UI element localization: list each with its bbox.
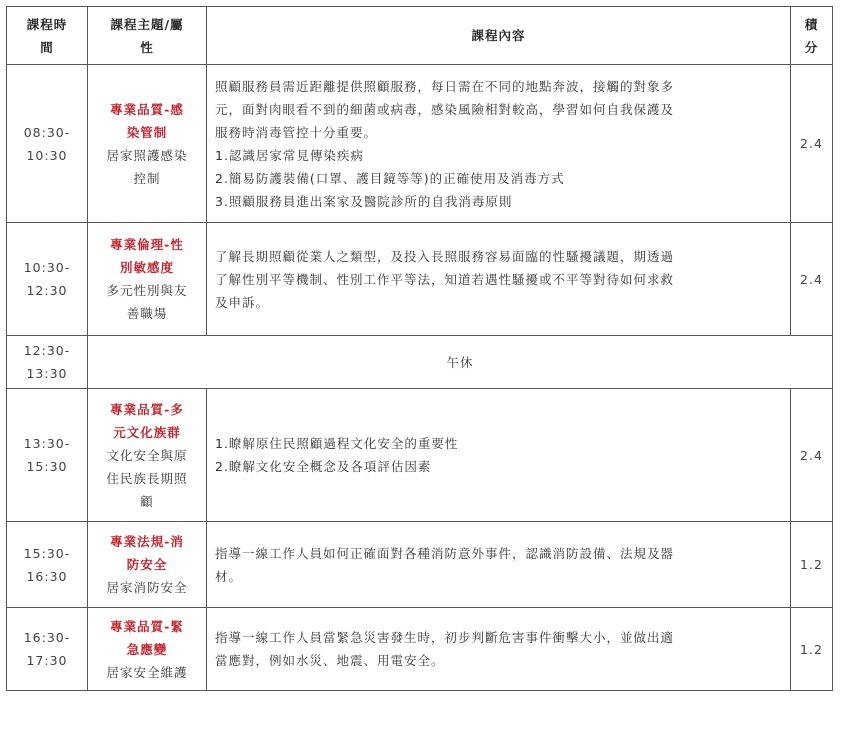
content-line: 元，面對肉眼看不到的細菌或病毒，感染風險相對較高，學習如何自我保護及 — [215, 101, 675, 117]
content-line: 指導一線工作人員如何正確面對各種消防意外事件，認識消防設備、法規及器 — [215, 545, 675, 561]
content-cell — [207, 522, 791, 608]
topic-category: 急應變 — [126, 641, 168, 657]
header-credits-line2: 分 — [804, 39, 819, 55]
header-time — [7, 7, 88, 65]
time-end: 15:30 — [26, 459, 68, 474]
topic-category: 元文化族群 — [113, 424, 181, 440]
topic-subtitle: 多元性別與友 — [106, 283, 188, 298]
credits-cell: 1.2 — [791, 608, 833, 691]
table-row — [7, 223, 833, 336]
topic-cell — [88, 223, 207, 336]
content-line: 2.瞭解文化安全概念及各項評估因素 — [215, 459, 432, 474]
table-header-row — [7, 7, 833, 65]
topic-cell — [88, 389, 207, 522]
time-cell — [7, 389, 88, 522]
credits-cell: 2.4 — [791, 223, 833, 336]
course-schedule-table — [6, 6, 833, 691]
content-line: 1.認識居家常見傳染疾病 — [215, 147, 364, 163]
topic-category: 染管制 — [126, 124, 168, 140]
lunch-cell: 午休 — [88, 336, 833, 389]
time-start: 15:30- — [23, 545, 71, 561]
content-line: 2.簡易防護裝備(口罩、護目鏡等等)的正確使用及消毒方式 — [215, 170, 565, 186]
topic-subtitle: 善職場 — [126, 306, 168, 321]
content-line: 當應對，例如水災、地震、用電安全。 — [215, 653, 445, 668]
topic-subtitle: 控制 — [133, 170, 161, 186]
content-line: 1.瞭解原住民照顧過程文化安全的重要性 — [215, 436, 459, 451]
content-line: 指導一線工作人員當緊急災害發生時，初步判斷危害事件衝擊大小，並做出適 — [215, 630, 675, 645]
content-lines — [215, 432, 782, 478]
topic-cell — [88, 608, 207, 691]
content-line: 及申訴。 — [215, 294, 270, 310]
topic-category: 防安全 — [126, 557, 168, 572]
topic-subtitle: 顧 — [140, 493, 154, 509]
table-row — [7, 389, 833, 522]
header-topic-line2: 性 — [140, 39, 154, 55]
time-start: 16:30- — [23, 630, 71, 645]
time-cell — [7, 522, 88, 608]
header-topic — [88, 7, 207, 65]
topic-subtitle: 居家消防安全 — [106, 580, 188, 595]
content-line: 材。 — [215, 568, 243, 584]
content-line: 了解性別平等機制、性別工作平等法，知道若遇性騷擾或不平等對待如何求救 — [215, 271, 675, 287]
topic-category: 別敏感度 — [119, 260, 174, 275]
credits-cell: 2.4 — [791, 65, 833, 223]
time-cell — [7, 65, 88, 223]
time-start: 08:30- — [23, 124, 71, 140]
header-credits-line1: 積 — [804, 16, 819, 32]
time-start: 12:30- — [23, 343, 71, 358]
content-line: 服務時消毒管控十分重要。 — [215, 124, 378, 140]
content-lines — [215, 75, 782, 213]
topic-category: 專業品質-緊 — [110, 618, 184, 634]
time-end: 12:30 — [26, 283, 68, 298]
header-time-line2: 間 — [40, 39, 54, 55]
table-row — [7, 608, 833, 691]
topic-cell — [88, 65, 207, 223]
time-start: 10:30- — [23, 260, 71, 275]
header-topic-line1: 課程主題/屬 — [110, 16, 184, 32]
topic-cell — [88, 522, 207, 608]
header-time-line1: 課程時 — [26, 16, 68, 32]
topic-category: 專業倫理-性 — [110, 237, 184, 252]
topic-subtitle: 住民族長期照 — [106, 470, 188, 486]
time-cell — [7, 608, 88, 691]
topic-category: 專業品質-感 — [110, 101, 184, 117]
header-credits — [791, 7, 833, 65]
table-row — [7, 522, 833, 608]
content-line: 照顧服務員需近距離提供照顧服務，每日需在不同的地點奔波，接觸的對象多 — [215, 78, 675, 94]
content-lines — [215, 626, 782, 672]
content-cell — [207, 608, 791, 691]
header-content: 課程內容 — [207, 7, 791, 65]
content-line: 3.照顧服務員進出案家及醫院診所的自我消毒原則 — [215, 193, 513, 209]
content-lines — [215, 542, 782, 588]
topic-subtitle: 文化安全與原 — [106, 447, 188, 463]
time-start: 13:30- — [23, 436, 71, 451]
topic-subtitle: 居家安全維護 — [106, 664, 188, 680]
time-cell — [7, 336, 88, 389]
credits-cell: 1.2 — [791, 522, 833, 608]
time-end: 16:30 — [26, 568, 68, 584]
credits-cell: 2.4 — [791, 389, 833, 522]
content-cell — [207, 389, 791, 522]
content-cell — [207, 65, 791, 223]
topic-category: 專業法規-消 — [110, 534, 184, 549]
content-lines — [215, 245, 782, 314]
topic-category: 專業品質-多 — [110, 401, 184, 417]
content-cell — [207, 223, 791, 336]
table-row — [7, 65, 833, 223]
time-end: 10:30 — [26, 147, 68, 163]
content-line: 了解長期照顧從業人之類型，及投入長照服務容易面臨的性騷擾議題，期透過 — [215, 248, 675, 264]
table-row — [7, 336, 833, 389]
time-cell — [7, 223, 88, 336]
topic-subtitle: 居家照護感染 — [106, 147, 188, 163]
time-end: 13:30 — [26, 366, 68, 381]
time-end: 17:30 — [26, 653, 68, 668]
